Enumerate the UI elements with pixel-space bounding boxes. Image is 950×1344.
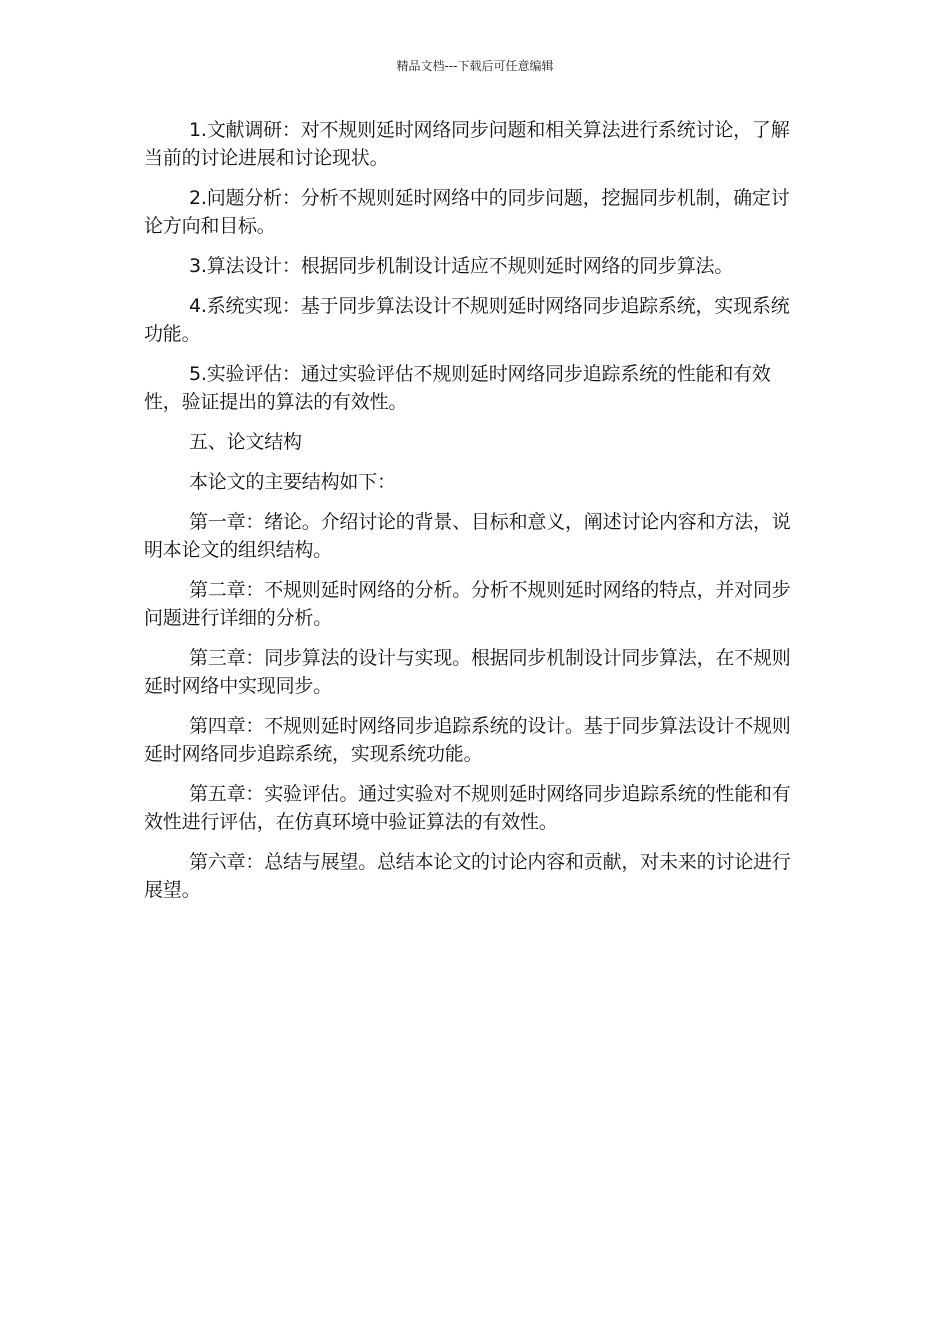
paragraph-literature-review: 1.文献调研：对不规则延时网络同步问题和相关算法进行系统讨论，了解当前的讨论进展和讨论现状。 [144, 119, 790, 169]
paragraph-algorithm-design: 3.算法设计：根据同步机制设计适应不规则延时网络的同步算法。 [189, 255, 734, 277]
paragraph-chapter-2: 第二章：不规则延时网络的分析。分析不规则延时网络的特点，并对同步问题进行详细的分析。 [144, 579, 791, 629]
paragraph-chapter-3: 第三章：同步算法的设计与实现。根据同步机制设计同步算法，在不规则延时网络中实现同步。 [144, 647, 791, 697]
paragraph-chapter-1: 第一章：绪论。介绍讨论的背景、目标和意义，阐述讨论内容和方法，说明本论文的组织结构。 [144, 511, 791, 561]
paragraph-structure-intro: 本论文的主要结构如下： [189, 471, 396, 493]
paragraph-problem-analysis: 2.问题分析：分析不规则延时网络中的同步问题，挖掘同步机制，确定讨论方向和目标。 [144, 187, 790, 237]
paragraph-chapter-6: 第六章：总结与展望。总结本论文的讨论内容和贡献，对未来的讨论进行展望。 [144, 851, 791, 901]
paragraph-chapter-4: 第四章：不规则延时网络同步追踪系统的设计。基于同步算法设计不规则延时网络同步追踪系统，实现系统功能。 [144, 715, 791, 765]
paragraph-system-implementation: 4.系统实现：基于同步算法设计不规则延时网络同步追踪系统，实现系统功能。 [144, 295, 790, 345]
paragraph-experimental-evaluation: 5.实验评估：通过实验评估不规则延时网络同步追踪系统的性能和有效性，验证提出的算法的有效性。 [144, 363, 771, 413]
document-body [144, 116, 794, 916]
paragraph-chapter-5: 第五章：实验评估。通过实验对不规则延时网络同步追踪系统的性能和有效性进行评估，在仿真环境中验证算法的有效性。 [144, 783, 791, 833]
section-heading-thesis-structure: 五、论文结构 [189, 431, 302, 453]
page-header: 精品文档---下载后可任意编辑 [396, 59, 554, 73]
